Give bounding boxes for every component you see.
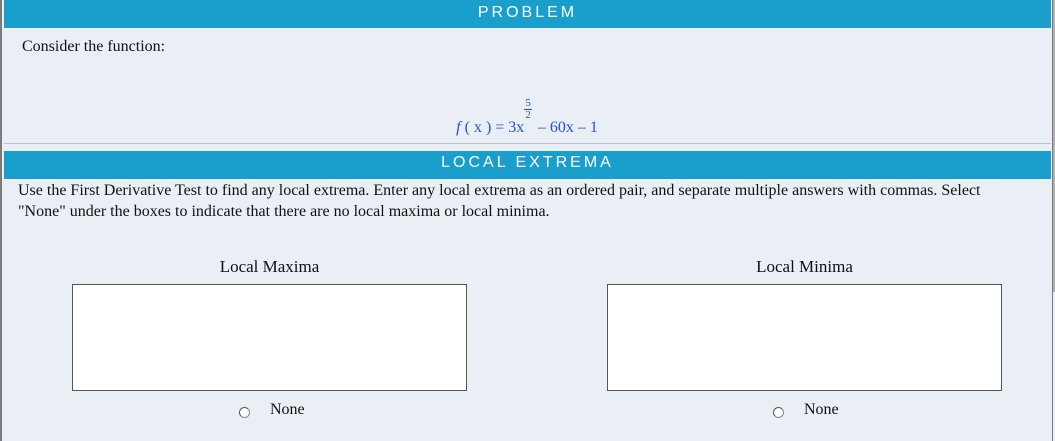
minima-none-radio[interactable] (773, 407, 784, 418)
local-maxima-label: Local Maxima (219, 257, 320, 276)
formula-function-name: f (456, 119, 461, 136)
function-formula (2, 98, 1052, 137)
minima-none-option[interactable] (773, 401, 839, 419)
exponent-numerator: 5 (525, 97, 531, 109)
maxima-none-label: None (270, 401, 305, 418)
exponent-denominator: 2 (525, 109, 531, 121)
local-extrema-banner: LOCAL EXTREMA (4, 151, 1051, 179)
formula-exponent (524, 98, 532, 121)
local-minima-input[interactable] (607, 284, 1002, 391)
formula-rhs: – 60x – 1 (537, 119, 598, 136)
minima-none-label: None (804, 401, 839, 418)
instructions-text: Use the First Derivative Test to find any local extrema. Enter any local extrema as an ordered pair, and separate multiple answers with commas. Select "None" under the boxes to indicate that there are no local maxima or local minima. (18, 182, 981, 220)
formula-lhs: ( x ) = 3x (464, 119, 525, 136)
problem-banner: PROBLEM (4, 0, 1051, 28)
section-divider (4, 143, 1051, 144)
problem-prompt: Consider the function: (22, 38, 166, 55)
maxima-none-option[interactable] (239, 401, 305, 419)
local-minima-label: Local Minima (756, 257, 853, 276)
maxima-none-radio[interactable] (239, 407, 250, 418)
local-maxima-input[interactable] (72, 284, 467, 391)
